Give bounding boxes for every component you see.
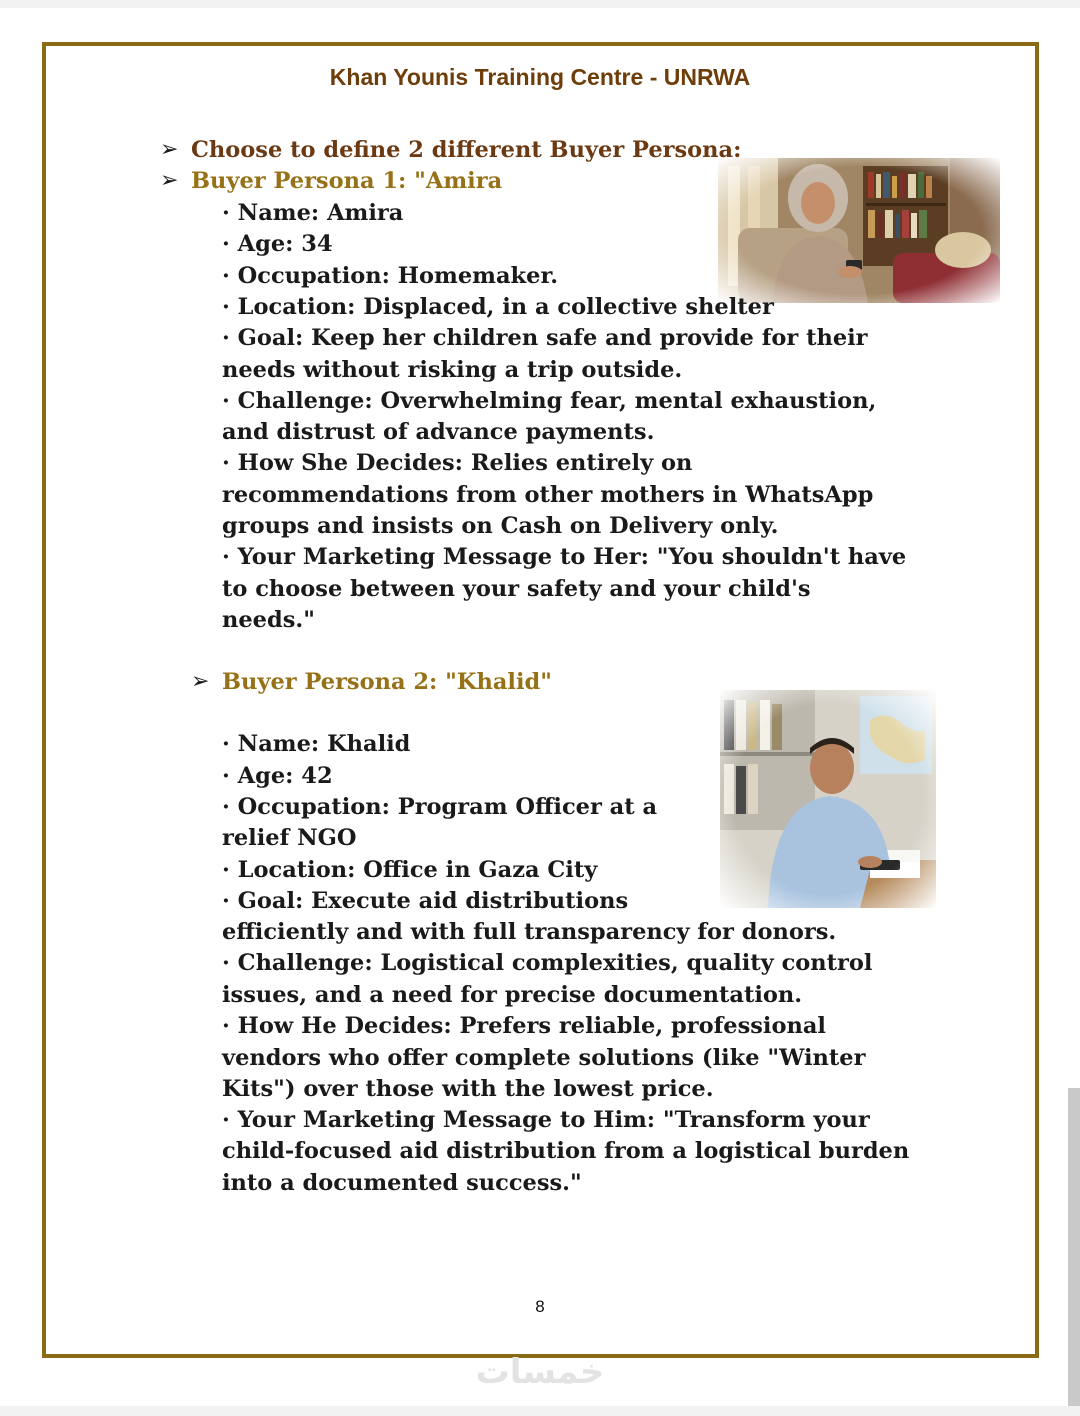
watermark-logo: خمسات	[475, 1352, 605, 1392]
persona1-line: needs."	[222, 607, 315, 633]
persona2-arrow-icon: ➢	[191, 669, 210, 694]
persona1-line: · Your Marketing Message to Her: "You shouldn't have	[222, 544, 907, 570]
persona2-line: · Location: Office in Gaza City	[222, 857, 598, 883]
persona1-line: · How She Decides: Relies entirely on	[222, 450, 693, 476]
persona1-line: · Challenge: Overwhelming fear, mental exhaustion,	[222, 388, 877, 414]
persona2-line: Kits") over those with the lowest price.	[222, 1076, 714, 1102]
persona2-line: efficiently and with full transparency for donors.	[222, 919, 837, 945]
header-title: Khan Younis Training Centre - UNRWA	[329, 64, 751, 90]
persona2-line: · Age: 42	[222, 763, 333, 789]
page-number: 8	[535, 1297, 545, 1316]
persona2-line: relief NGO	[222, 825, 357, 851]
persona1-line: · Occupation: Homemaker.	[222, 263, 559, 289]
khalid-photo-illustration	[720, 690, 936, 908]
persona2-line: · Goal: Execute aid distributions	[222, 888, 629, 914]
persona2-heading: Buyer Persona 2: "Khalid"	[222, 669, 552, 695]
persona2-line: · Occupation: Program Officer at a	[222, 794, 658, 820]
persona2-line: vendors who offer complete solutions (like "Winter	[222, 1045, 866, 1071]
persona1-line: · Goal: Keep her children safe and provide for their	[222, 325, 868, 351]
persona1-line: · Location: Displaced, in a collective shelter	[222, 294, 774, 320]
persona2-line: · Your Marketing Message to Him: "Transform your	[222, 1107, 870, 1133]
persona1-line: · Name: Amira	[222, 200, 404, 226]
persona1-line: recommendations from other mothers in WhatsApp	[222, 482, 874, 508]
persona2-line: · Name: Khalid	[222, 731, 411, 757]
intro-arrow-icon: ➢	[160, 137, 179, 162]
persona1-line: · Age: 34	[222, 231, 333, 257]
persona1-line: groups and insists on Cash on Delivery only.	[222, 513, 779, 539]
amira-photo-illustration	[718, 158, 1000, 303]
persona1-heading: Buyer Persona 1: "Amira	[191, 168, 503, 194]
intro-heading: Choose to define 2 different Buyer Persona:	[191, 137, 742, 163]
persona2-line: issues, and a need for precise documentation.	[222, 982, 803, 1008]
persona2-line: into a documented success."	[222, 1170, 582, 1196]
scrollbar-thumb[interactable]	[1068, 1088, 1080, 1406]
persona2-line: · How He Decides: Prefers reliable, professional	[222, 1013, 826, 1039]
persona1-arrow-icon: ➢	[160, 168, 179, 193]
khalid-photo	[720, 690, 936, 908]
persona2-line: · Challenge: Logistical complexities, quality control	[222, 950, 873, 976]
amira-photo	[718, 158, 1000, 303]
persona1-line: to choose between your safety and your child's	[222, 576, 811, 602]
persona2-line: child-focused aid distribution from a logistical burden	[222, 1138, 910, 1164]
persona1-line: and distrust of advance payments.	[222, 419, 655, 445]
persona1-line: needs without risking a trip outside.	[222, 357, 683, 383]
